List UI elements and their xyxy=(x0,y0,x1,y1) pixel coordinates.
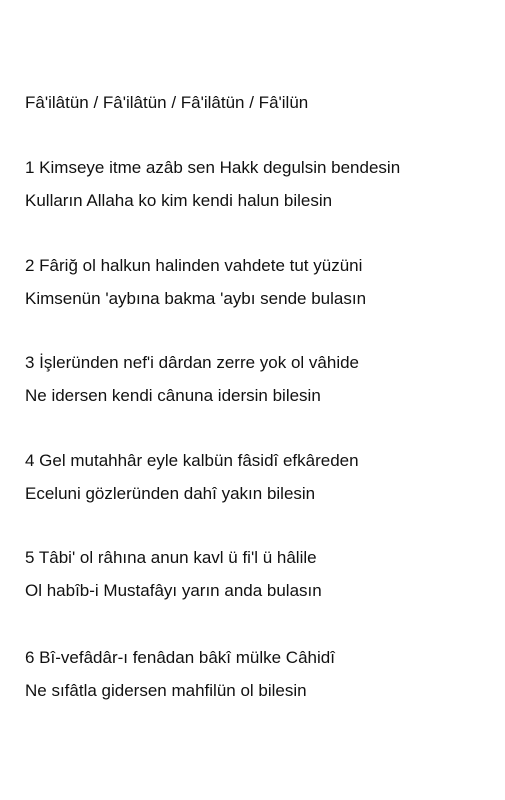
stanza-2-line-1: 2 Fâriğ ol halkun halinden vahdete tut yüzüni xyxy=(25,256,363,275)
stanza-6-line-2: Ne sıfâtla gidersen mahfilün ol bilesin xyxy=(25,681,307,700)
stanza-4-line-2: Eceluni gözleründen dahî yakın bilesin xyxy=(25,484,316,503)
stanza-4-line-1: 4 Gel mutahhâr eyle kalbün fâsidî efkâreden xyxy=(25,451,359,470)
stanza-3-line-1: 3 İşleründen nef'i dârdan zerre yok ol vâhide xyxy=(25,353,360,372)
stanza-3-line-2: Ne idersen kendi cânuna idersin bilesin xyxy=(25,386,321,405)
stanza-2-line-2: Kimsenün 'aybına bakma 'aybı sende bulasın xyxy=(25,289,367,308)
stanza-5-line-1: 5 Tâbi' ol râhına anun kavl ü fi'l ü hâlile xyxy=(25,548,317,567)
meter-line: Fâ'ilâtün / Fâ'ilâtün / Fâ'ilâtün / Fâ'ilün xyxy=(25,93,309,112)
stanza-1-line-2: Kulların Allaha ko kim kendi halun bilesin xyxy=(25,191,333,210)
stanza-6-line-1: 6 Bî-vefâdâr-ı fenâdan bâkî mülke Câhidî xyxy=(25,648,335,667)
stanza-5-line-2: Ol habîb-i Mustafâyı yarın anda bulasın xyxy=(25,581,322,600)
stanza-1-line-1: 1 Kimseye itme azâb sen Hakk degulsin bendesin xyxy=(25,158,401,177)
